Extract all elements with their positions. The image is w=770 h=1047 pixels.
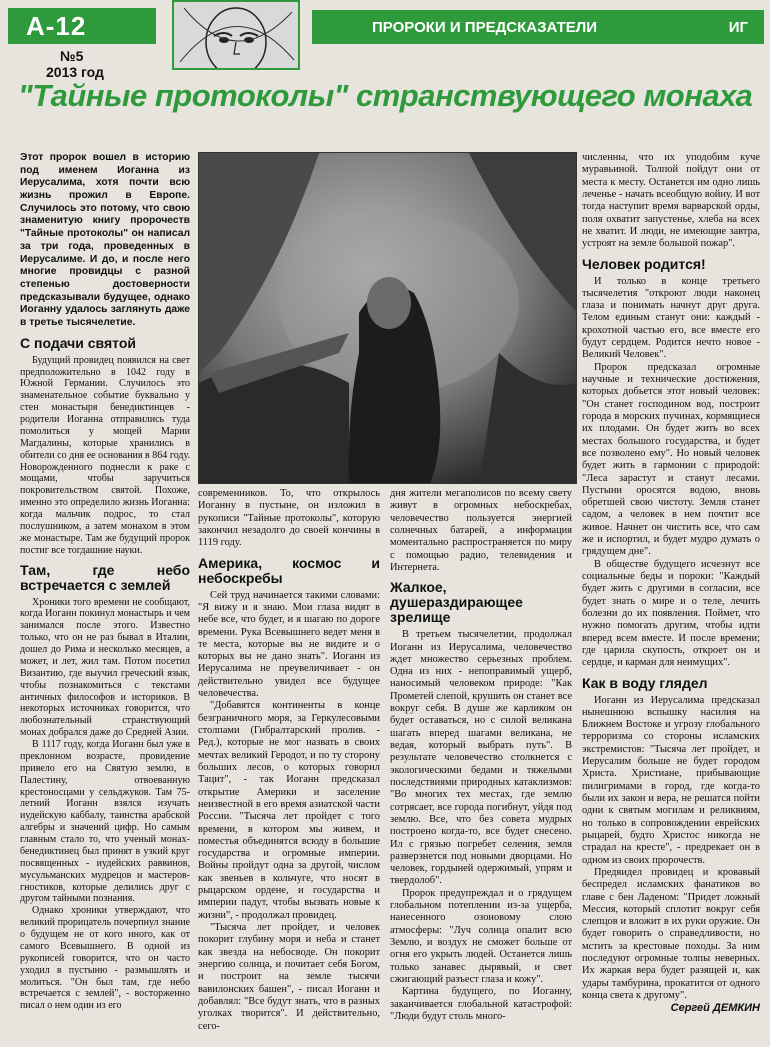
- author-signature: Сергей ДЕМКИН: [670, 1002, 760, 1015]
- rubric-logo-image: [172, 0, 300, 70]
- subheading: Там, где небо встречается с землей: [20, 561, 190, 593]
- article-lead: Этот пророк вошел в историю под именем Иоганна из Иерусалима, хотя почти всю жизнь прожил в Европе. Случилось это потому, что свою знаменитую книгу пророчеств "Тайные протоколы" он написал за три года, проведенных в Иерусалиме. И до, и после него многие провидцы с разной степенью достоверности предсказывали будущее, однако Иоганну удалось заглянуть даже в третье тысячелетие.: [20, 152, 190, 328]
- article-headline: "Тайные протоколы" странствующего монаха: [18, 78, 753, 113]
- column-1: [20, 152, 190, 1012]
- subheading: С подачи святой: [20, 334, 136, 351]
- paragraph: Пророк предупреждал и о грядущем глобальном потеплении из-за ущерба, нанесенного озоновому слою атмосферы: "Луч солнца опалит всю Землю, и воздух не сможет больше от огня его укрыть людей. Останется лишь только занавес дырявый, и свет сжигающий разъест глаза и кожу".: [390, 887, 572, 985]
- subheading: Как в воду глядел: [582, 674, 708, 691]
- paragraph: "Добавятся континенты в конце безграничного моря, за Геркулесовыми столпами (Гибралтарский пролив. - Ред.), которые не мог назвать в своих мечтах великий Геродот, и по ту сторону больших лесов, о которых говорил Тацит", - так Иоганн предсказал открытие Америки и заселение неизвестной в его время азиатской части России. "Тысяча лет пройдет с того времени, в котором мы живем, и поместья объединятся всюду в большие государства и огромные империи. Войны пройдут одна за другой, числом как звеньев в кольчуге, что носят в рыцарском ордене, и государства и империи падут, чтобы вызвать новые к жизни", - продолжал провидец.: [198, 700, 380, 921]
- column-3: [390, 488, 572, 1023]
- rubric-bar: [312, 10, 764, 44]
- subheading: Америка, космос и небоскребы: [198, 554, 380, 586]
- cave-monk-image: [199, 153, 577, 484]
- paragraph: дня жители мегаполисов по всему свету живут в огромных небоскребах, человечество пользуется энергией солнечных батарей, а информация моментально распространяется по миру с помощью радио, телевидения и Интернета.: [390, 488, 572, 573]
- issue-number: №5: [60, 48, 84, 64]
- column-4: [582, 152, 760, 1014]
- paragraph: Будущий провидец появился на свет предположительно в 1042 году в Южной Германии. Случилось это знаменательное событие буквально у стен монастыря бенедиктинцев - родители Иоганна отправились туда помолиться у мощей Марии Магдалины, которые хранились в обители со дня ее основания в 864 году. Новорожденного поднесли к раке с мощами, чтобы заручиться покровительством святой. Похоже, именно это определило жизнь Иоганна: когда мальчик подрос, то стал послушником, а затем монахом в этом же монастыре. Там же будущий пророк постиг все тогдашние науки.: [20, 354, 190, 556]
- paragraph: Иоганн из Иерусалима предсказал нынешнюю вспышку насилия на Ближнем Востоке и угрозу глобального терроризма со стороны исламских экстремистов: "Тысяча лет пройдет, и Иерусалим больше не будет городом Христа. Христиане, прибывающие пилигримами в город, где когда-то были их закон и вера, не решатся пойти одни к святым могилам и реликвиям, но только в сопровождении еврейских рыцарей, будто Христос никогда не страдал на кресте", - предрекает он в одном из своих пророчеств.: [582, 694, 760, 866]
- paragraph: численны, что их уподобим куче муравьиной. Толпой пойдут они от места к месту. Останется им одно лишь леченье - начать всеобщую войну. И вот тогда наступит время варварской орды, поля охватит запустенье, хлеба на всех не хватит. И люди, не имеющие завтра, устроят на земле большой пожар".: [582, 152, 760, 250]
- paragraph: Предвидел провидец и кровавый беспредел исламских фанатиков во главе с бен Ладеном: "Придет ложный Мессия, который сплотит вокруг себя слепцов и вложит в их руки оружие. Он будет говорить о справедливости, но мстить за крестовые походы. За ним последуют огромные толпы неверных. Их жаркая вера будет разящей и, как удары тамбурина, прокатится от одного конца света к другому".: [582, 866, 760, 1001]
- paragraph: Хроники того времени не сообщают, когда Иоганн покинул монастырь и чем занимался после этого. Известно только, что он не раз бывал в Италии, дошел до Рима и несколько месяцев, а может, и лет, жил там. Потом посетил Византию, где выучил греческий язык, чтобы познакомиться с текстами античных философов и историков. В некоторых источниках говорится, что любознательный странствующий монах добрался даже до Средней Азии.: [20, 596, 190, 739]
- column-2: [198, 488, 380, 1033]
- subheading: Человек родится!: [582, 255, 706, 272]
- subheading: Жалкое, душераздирающее зрелище: [390, 579, 523, 626]
- paragraph: И только в конце третьего тысячелетия "откроют люди наконец глаза и понимать начнут друг друга. Телом единым станут они: каждый - крохотной частью его, все вместе его будут сердцем. Родится нечто новое - Великий Человек".: [582, 275, 760, 361]
- paragraph: "Тысяча лет пройдет, и человек покорит глубину моря и неба и станет как звезда на небосводе. Он покорит энергию солнца, и почитает себя Богом, и построит на земле тысячи вавилонских башен", - писал Иоганн и добавлял: "Все будут знать, что в разных уголках творится". И действительно, сего-: [198, 922, 380, 1032]
- issue-year: 2013 год: [46, 64, 104, 80]
- paragraph: Однако хроники утверждают, что великий прорицатель почерпнул знание о будущем не от кого иного, как от самого Всевышнего. В одной из рукописей говорится, что он часто уходил в пустыню - размышлять и молиться. "Он был там, где небо встречается с землей", - восторженно писал о нем один из его: [20, 905, 190, 1012]
- paper-abbrev: ИГ: [728, 18, 748, 36]
- rubric-title: ПРОРОКИ И ПРЕДСКАЗАТЕЛИ: [372, 18, 598, 36]
- article-photo: [198, 152, 577, 484]
- face-sketch-icon: [174, 2, 298, 68]
- page-number-tag: А-12: [8, 8, 156, 44]
- paragraph: Пророк предсказал огромные научные и технические достижения, которых добьется этот новый человек: "Он станет господином вод, построит города в морских пучинах, кормящиеся их плодами. Он будет жить во всех местах большого государства, и будет все позволено ему". Но новый человек будет жить в гармонии с природой: "Леса зарастут и станут лесами. Пустыни оросятся водою, вновь обретшей свою чистоту. Земля станет садом, а человек в нем почтит все живое. Начнет он чистить все, что сам же и испортил, и будет мудро думать о грядущем дне".: [582, 361, 760, 558]
- paragraph: В 1117 году, когда Иоганн был уже в преклонном возрасте, провидение привело его на Святую землю, в Палестину, отвоеванную крестоносцами у сельджуков. Там 75-летний Иоганн взялся изучать иудейскую каббалу, таинства арабской алгебры и значений цифр. Но самым главным стало то, что ученый монах-бенедиктинец был принят в узкий круг посвященных - иудейских раввинов, мусульманских мудрецов и мастеров-гностиков, которые делились друг с другом тайными познания.: [20, 739, 190, 905]
- paragraph: современников. То, что открылось Иоганну в пустыне, он изложил в рукописи "Тайные протоколы", которую закончил незадолго до своей кончины в 1119 году.: [198, 488, 380, 549]
- paragraph: Картина будущего, по Иоганну, заканчивается глобальной катастрофой: "Люди будут столь много-: [390, 986, 572, 1022]
- paragraph: В третьем тысячелетии, продолжал Иоганн из Иерусалима, человечество ждет множество серьезных проблем. Одна из них - непоправимый ущерб, наносимый человеком природе: "Как Прометей слепой, крушить он станет все вокруг себя. В душе же карликом он будет оставаться, но с силой великана шагать вперед шагами великана, не ведая, который выбрать путь". В результате человечество столкнется с экологическими бедами и тяжелыми последствиями природных катаклизмов: "Во многих тех местах, где землю сотрясает, все города погибнут, уйдя под землю. Все, что без совета мудрых построено когда-то, все будет снесено. Ил с грязью погребет селения, земля разверзнется под новыми дворцами. Но человек, гордыней одержимый, упрям и твердолоб".: [390, 629, 572, 887]
- paragraph: В обществе будущего исчезнут все социальные беды и пороки: "Каждый будет жить с другими в согласии, все будет знать о мире и о теле, лечить болезни до их появления. Поймет, что нужно помогать другим, чтобы идти вперед всем вместе. И после времени; где царила скупость, откроет он и сердце, и карман для неимущих".: [582, 558, 760, 669]
- paragraph: Сей труд начинается такими словами: "Я вижу и я знаю. Мои глаза видят в небе все, что будет, и я шагаю по дороге времени. Рука Всевышнего ведет меня в те места, которые вы не видите и о которых вы не дано знать". Иоганн из Иерусалима не преувеличивает - он действительно увидел все будущее человечества.: [198, 589, 380, 700]
- issue-info: [46, 48, 104, 80]
